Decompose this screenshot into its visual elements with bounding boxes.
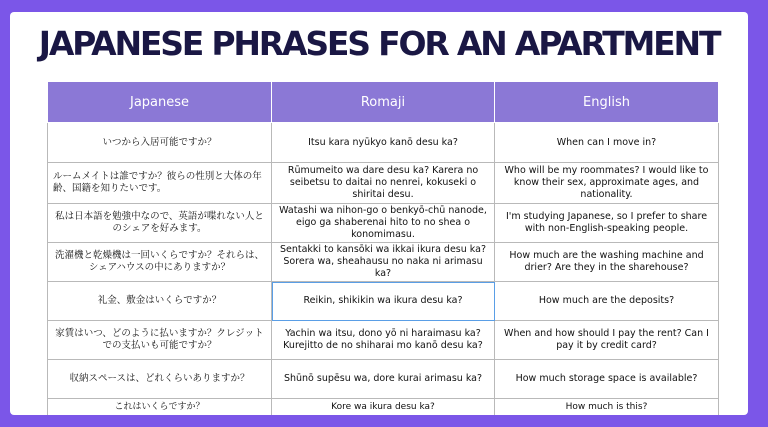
column-header-japanese: Japanese <box>48 82 272 123</box>
phrases-table <box>47 81 719 415</box>
japanese-cell[interactable]: 洗濯機と乾燥機は一回いくらですか？それらは、シェアハウスの中にありますか？ <box>48 243 272 282</box>
column-header-romaji: Romaji <box>272 82 495 123</box>
romaji-cell[interactable]: Itsu kara nyūkyo kanō desu ka? <box>272 123 495 163</box>
column-header-english: English <box>495 82 719 123</box>
table-row <box>48 282 719 321</box>
japanese-cell[interactable]: これはいくらですか？ <box>48 399 272 416</box>
romaji-cell[interactable]: Watashi wa nihon-go o benkyō-chū nanode, eigo ga shaberenai hito to no shea o konomimasu. <box>272 204 495 243</box>
japanese-cell[interactable]: ルームメイトは誰ですか？彼らの性別と大体の年齢、国籍を知りたいです。 <box>48 163 272 204</box>
romaji-cell[interactable]: Kore wa ikura desu ka? <box>272 399 495 416</box>
english-cell[interactable]: How much are the washing machine and drier? Are they in the sharehouse? <box>495 243 719 282</box>
table-row <box>48 321 719 360</box>
romaji-cell[interactable]: Yachin wa itsu, dono yō ni haraimasu ka? Kurejitto de no shiharai mo kanō desu ka? <box>272 321 495 360</box>
english-cell[interactable]: When can I move in? <box>495 123 719 163</box>
header-row <box>48 82 719 123</box>
english-cell[interactable]: How much are the deposits? <box>495 282 719 321</box>
table-row <box>48 243 719 282</box>
japanese-cell[interactable]: 家賃はいつ、どのように払いますか？クレジットでの支払いも可能ですか？ <box>48 321 272 360</box>
page-title: JAPANESE PHRASES FOR AN APARTMENT <box>38 24 720 63</box>
romaji-cell[interactable]: Sentakki to kansōki wa ikkai ikura desu ka? Sorera wa, sheahausu no naka ni arimasu ka? <box>272 243 495 282</box>
english-cell[interactable]: How much is this? <box>495 399 719 416</box>
japanese-cell[interactable]: 収納スペースは、どれくらいありますか？ <box>48 360 272 399</box>
table-row <box>48 204 719 243</box>
content-card <box>10 12 748 415</box>
table-row <box>48 399 719 416</box>
english-cell[interactable]: When and how should I pay the rent? Can I pay it by credit card? <box>495 321 719 360</box>
table-row <box>48 123 719 163</box>
english-cell[interactable]: I'm studying Japanese, so I prefer to share with non-English-speaking people. <box>495 204 719 243</box>
english-cell[interactable]: How much storage space is available? <box>495 360 719 399</box>
japanese-cell[interactable]: いつから入居可能ですか？ <box>48 123 272 163</box>
romaji-cell[interactable]: Shūnō supēsu wa, dore kurai arimasu ka? <box>272 360 495 399</box>
japanese-cell[interactable]: 礼金、敷金はいくらですか？ <box>48 282 272 321</box>
table-row <box>48 360 719 399</box>
romaji-cell-selected[interactable]: Reikin, shikikin wa ikura desu ka? <box>272 282 495 321</box>
romaji-cell[interactable]: Rūmumeito wa dare desu ka? Karera no seibetsu to daitai no nenrei, kokuseki o shiritai desu. <box>272 163 495 204</box>
table-row <box>48 163 719 204</box>
japanese-cell[interactable]: 私は日本語を勉強中なので、英語が喋れない人とのシェアを好みます。 <box>48 204 272 243</box>
english-cell[interactable]: Who will be my roommates? I would like to know their sex, approximate ages, and nationality. <box>495 163 719 204</box>
